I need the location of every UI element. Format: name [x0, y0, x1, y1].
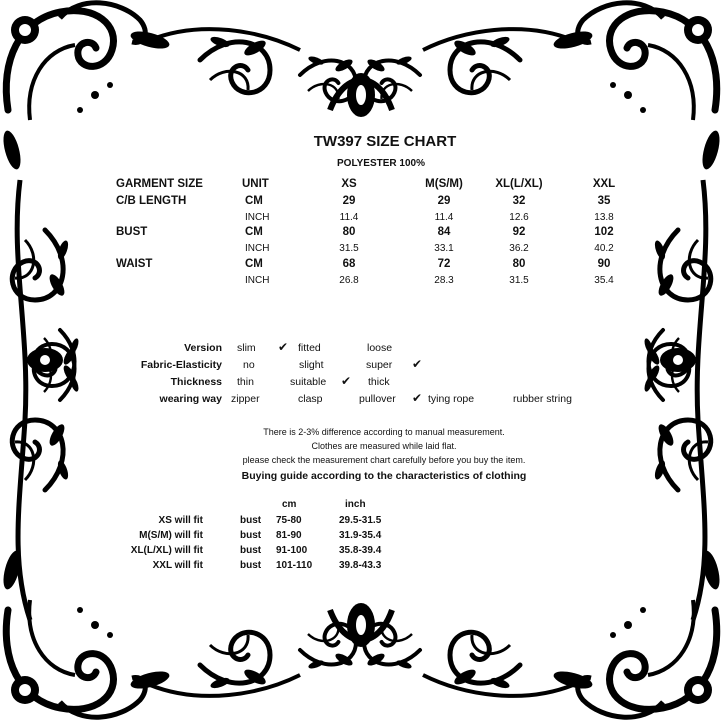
header-xs: XS — [341, 178, 357, 190]
table-cell: 31.5 — [339, 243, 359, 254]
guide-size: XS will fit — [158, 515, 203, 526]
option-tying-rope: tying rope — [428, 393, 475, 405]
table-cell: 80 — [342, 226, 356, 238]
guide-size: XXL will fit — [152, 560, 203, 571]
unit-cm: CM — [245, 195, 263, 207]
option-super: super — [366, 359, 393, 371]
table-cell: 92 — [512, 226, 526, 238]
char-label-elasticity: Fabric-Elasticity — [140, 359, 222, 371]
row-label-waist: WAIST — [116, 258, 153, 270]
guide-cm: 75-80 — [276, 515, 302, 526]
header-m: M(S/M) — [425, 178, 463, 190]
option-pullover: pullover — [359, 393, 396, 405]
table-cell: 68 — [342, 258, 356, 270]
table-cell: 29 — [342, 195, 356, 207]
table-cell: 35.4 — [594, 275, 614, 286]
option-clasp: clasp — [298, 393, 323, 405]
table-cell: 35 — [597, 195, 611, 207]
guide-cm: 101-110 — [276, 560, 313, 571]
note-line: Clothes are measured while laid flat. — [311, 441, 457, 451]
check-icon: ✔ — [412, 391, 423, 405]
guide-inch: 35.8-39.4 — [339, 545, 382, 556]
unit-inch: INCH — [245, 243, 270, 254]
row-label-cb-length: C/B LENGTH — [116, 195, 187, 207]
unit-inch: INCH — [245, 275, 270, 286]
guide-size: XL(L/XL) will fit — [130, 545, 203, 556]
table-cell: 102 — [594, 226, 614, 238]
table-cell: 12.6 — [509, 212, 529, 223]
guide-inch: 31.9-35.4 — [339, 530, 382, 541]
option-thick: thick — [368, 376, 390, 388]
row-label-bust: BUST — [116, 226, 148, 238]
option-no: no — [243, 359, 255, 371]
unit-inch: INCH — [245, 212, 270, 223]
table-cell: 33.1 — [434, 243, 454, 254]
table-cell: 11.4 — [434, 212, 454, 223]
table-cell: 84 — [437, 226, 451, 238]
char-label-version: Version — [184, 342, 222, 354]
header-xxl: XXL — [592, 178, 616, 190]
guide-part: bust — [240, 530, 262, 541]
table-cell: 26.8 — [339, 275, 359, 286]
table-cell: 36.2 — [509, 243, 529, 254]
table-cell: 90 — [597, 258, 611, 270]
table-cell: 32 — [512, 195, 526, 207]
char-label-thickness: Thickness — [170, 376, 222, 388]
option-slim: slim — [237, 342, 256, 354]
table-cell: 28.3 — [434, 275, 454, 286]
check-icon: ✔ — [412, 357, 423, 371]
table-cell: 72 — [437, 258, 451, 270]
note-line: There is 2-3% difference according to manual measurement. — [263, 427, 505, 437]
unit-cm: CM — [245, 226, 263, 238]
material-label: POLYESTER 100% — [336, 158, 426, 169]
guide-part: bust — [240, 515, 262, 526]
header-garment-size: GARMENT SIZE — [116, 178, 203, 190]
guide-inch: 39.8-43.3 — [339, 560, 382, 571]
table-cell: 11.4 — [339, 212, 359, 223]
check-icon: ✔ — [341, 374, 352, 388]
unit-cm: CM — [245, 258, 263, 270]
buying-guide-title: Buying guide according to the characteristics of clothing — [241, 470, 527, 482]
option-rubber-string: rubber string — [513, 393, 572, 405]
option-fitted: fitted — [298, 342, 321, 354]
guide-header-inch: inch — [345, 499, 366, 510]
option-zipper: zipper — [231, 393, 260, 405]
char-label-wearing-way: wearing way — [159, 393, 222, 405]
table-cell: 80 — [512, 258, 526, 270]
option-suitable: suitable — [290, 376, 327, 388]
guide-cm: 91-100 — [276, 545, 308, 556]
guide-cm: 81-90 — [276, 530, 302, 541]
note-line: please check the measurement chart carefully before you buy the item. — [242, 455, 526, 465]
guide-part: bust — [240, 545, 262, 556]
header-xl: XL(L/XL) — [495, 178, 543, 190]
guide-header-cm: cm — [282, 499, 297, 510]
table-cell: 31.5 — [509, 275, 529, 286]
option-loose: loose — [367, 342, 393, 354]
header-unit: UNIT — [242, 178, 269, 190]
option-thin: thin — [237, 376, 254, 388]
option-slight: slight — [299, 359, 324, 371]
guide-size: M(S/M) will fit — [139, 530, 203, 541]
guide-part: bust — [240, 560, 262, 571]
table-cell: 29 — [437, 195, 451, 207]
table-cell: 13.8 — [594, 212, 614, 223]
table-cell: 40.2 — [594, 243, 614, 254]
page-title: TW397 SIZE CHART — [313, 133, 457, 150]
guide-inch: 29.5-31.5 — [339, 515, 382, 526]
check-icon: ✔ — [278, 340, 289, 354]
